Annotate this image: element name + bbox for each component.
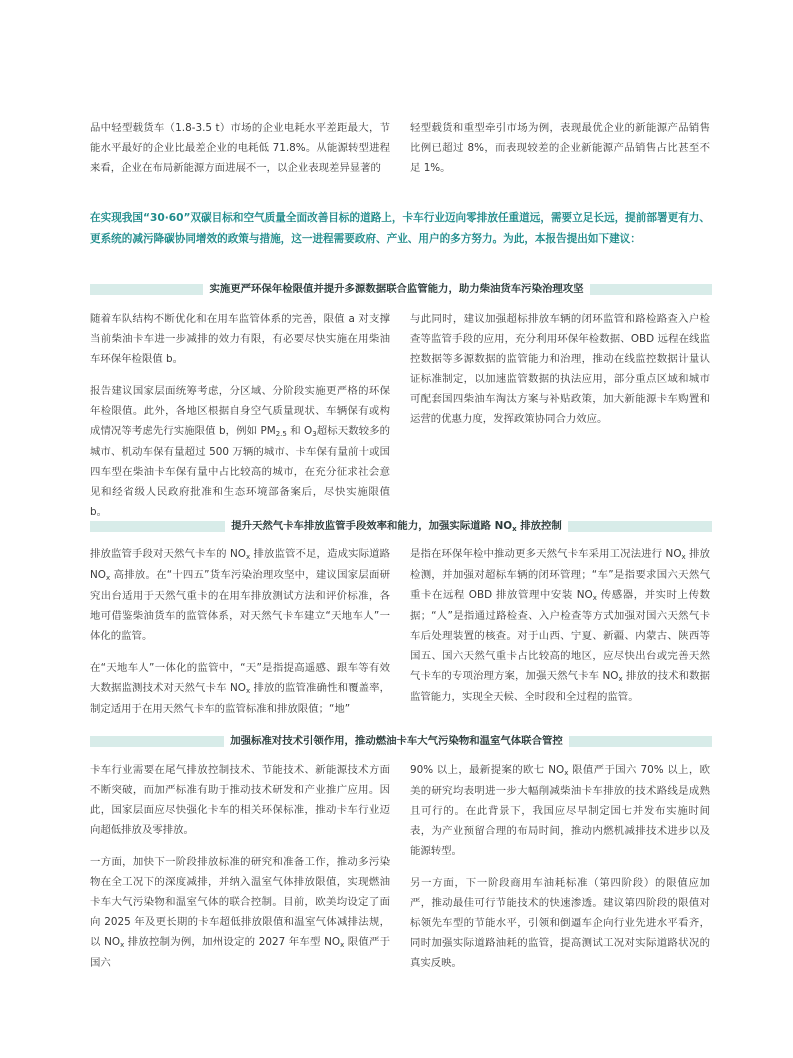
- section-2-right-column: [410, 544, 710, 707]
- top-right-paragraph: 轻型载货和重型牵引市场为例，表现最优企业的新能源产品销售比例已超过 8%，而表现较差的企业新能源产品销售占比甚至不足 1%。: [410, 122, 710, 174]
- section-3-left-paragraph-1: 卡车行业需要在尾气排放控制技术、节能技术、新能源技术方面不断突破，而加严标准有助于推动技术研发和产业推广应用。因此，国家层面应尽快强化卡车的相关环保标准，推动卡车行业迈向超低排放及零排放。: [90, 764, 390, 836]
- section-2-left-paragraph-1: 排放监管手段对天然气卡车的 NOx 排放监管不足，造成实际道路 NOx 高排放。在“十四五”货车污染治理攻坚中，建议国家层面研究出台适用于天然气重卡的在用车排放测试方法和评价标准，各地可借鉴柴油货车的监管体系，对天然气卡车建立“天地车人”一体化的监管。: [90, 548, 390, 642]
- section-2-left-column: [90, 544, 390, 719]
- section-2-title: [0, 519, 793, 534]
- section-3-right-paragraph-1: 90% 以上，最新提案的欧七 NOx 限值严于国六 70% 以上，欧美的研究均表明进一步大幅削减柴油卡车排放的技术路线是成熟且可行的。在此背景下，我国应尽早制定国七并发布实施时间表，为产业预留合理的布局时间，推动内燃机减排技术进步以及能源转型。: [410, 764, 710, 857]
- section-1-left-paragraph-1: 随着车队结构不断优化和在用车监管体系的完善，限值 a 对支撑当前柴油卡车进一步减排的效力有限，有必要尽快实施在用柴油车环保年检限值 b。: [90, 313, 390, 365]
- top-left-column: [90, 118, 390, 178]
- intro-statement: 在实现我国“30·60”双碳目标和空气质量全面改善目标的道路上，卡车行业迈向零排放任重道远，需要立足长远，提前部署更有力、更系统的减污降碳协同增效的政策与措施，这一进程需要政府、产业、用户的多方努力。为此，本报告提出如下建议：: [90, 212, 710, 245]
- section-1-right-paragraph: 与此同时，建议加强超标排放车辆的闭环监管和路检路查入户检查等监管手段的应用，充分利用环保年检数据、OBD 远程在线监控数据等多源数据的监管能力和治理，推动在线监控数据计量认证标准制定，以加速监管数据的执法应用，部分重点区域和城市可配套国四柴油车淘汰方案与补贴政策，加大新能源卡车购置和运营的优惠力度，发挥政策协同合力效应。: [410, 313, 710, 425]
- section-3-left-column: [90, 760, 390, 973]
- section-1-left-column: [90, 309, 390, 522]
- section-3-title-text: 加强标准对技术引领作用，推动燃油卡车大气污染物和温室气体联合管控: [224, 735, 569, 747]
- section-2-left-paragraph-2: 在“天地车人”一体化的监管中，“天”是指提高遥感、跟车等有效大数据监测技术对天然气卡车 NOx 排放的监管准确性和覆盖率，制定适用于在用天然气卡车的监管标准和排放限值；“地”: [90, 662, 390, 715]
- top-right-column: [410, 118, 710, 178]
- section-1-title-text: 实施更严环保年检限值并提升多源数据联合监管能力，助力柴油货车污染治理攻坚: [203, 283, 589, 295]
- section-1-title: [0, 282, 793, 296]
- section-2-right-paragraph: 是指在环保年检中推动更多天然气卡车采用工况法进行 NOx 排放检测，并加强对超标车辆的闭环管理；“车”是指要求国六天然气重卡在远程 OBD 排放管理中安装 NOx 传感器，并实时上传数据；“人”是指通过路检查、入户检查等方式加强对国六天然气卡车后处理装置的核查。对于山西、宁夏、新疆、内蒙古、陕西等国五、国六天然气重卡占比较高的地区，应尽快出台或完善天然气卡车的专项治理方案，加强天然气卡车 NOx 排放的技术和数据监管能力，实现全天候、全时段和全过程的监管。: [410, 548, 710, 703]
- section-3-left-paragraph-2: 一方面，加快下一阶段排放标准的研究和准备工作，推动多污染物在全工况下的深度减排，并纳入温室气体排放限值，实现燃油卡车大气污染物和温室气体的联合控制。目前，欧美均设定了面向 2025 年及更长期的卡车超低排放限值和温室气体减排法规，以 NOx 排放控制为例，加州设定的 2027 年车型 NOx 限值严于国六: [90, 856, 390, 969]
- section-3-title: [0, 734, 793, 748]
- section-2-title-text: 提升天然气卡车排放监管手段效率和能力，加强实际道路 NOx 排放控制: [225, 520, 568, 532]
- section-1-left-paragraph-2: 报告建议国家层面统筹考虑，分区域、分阶段实施更严格的环保年检限值。此外，各地区根据自身空气质量现状、车辆保有或构成情况等考虑先行实施限值 b，例如 PM2.5 和 O3超标天数较多的城市、机动车保有量超过 500 万辆的城市、卡车保有量前十或国四车型在柴油卡车保有量中占比较高的城市，在充分征求社会意见和经省级人民政府批准和生态环境部备案后，尽快实施限值 b。: [90, 385, 390, 518]
- section-3-right-paragraph-2: 另一方面，下一阶段商用车油耗标准（第四阶段）的限值应加严，推动最佳可行节能技术的快速渗透。建议第四阶段的限值对标领先车型的节能水平，引领和倒逼车企向行业先进水平看齐，同时加强实际道路油耗的监管，提高测试工况对实际道路状况的真实反映。: [410, 877, 710, 969]
- top-left-paragraph: 品中轻型载货车（1.8-3.5 t）市场的企业电耗水平差距最大，节能水平最好的企业比最差企业的电耗低 71.8%。从能源转型进程来看，企业在布局新能源方面进展不一，以企业表现差异显著的: [90, 122, 390, 174]
- section-3-right-column: [410, 760, 710, 973]
- section-1-right-column: [410, 309, 710, 429]
